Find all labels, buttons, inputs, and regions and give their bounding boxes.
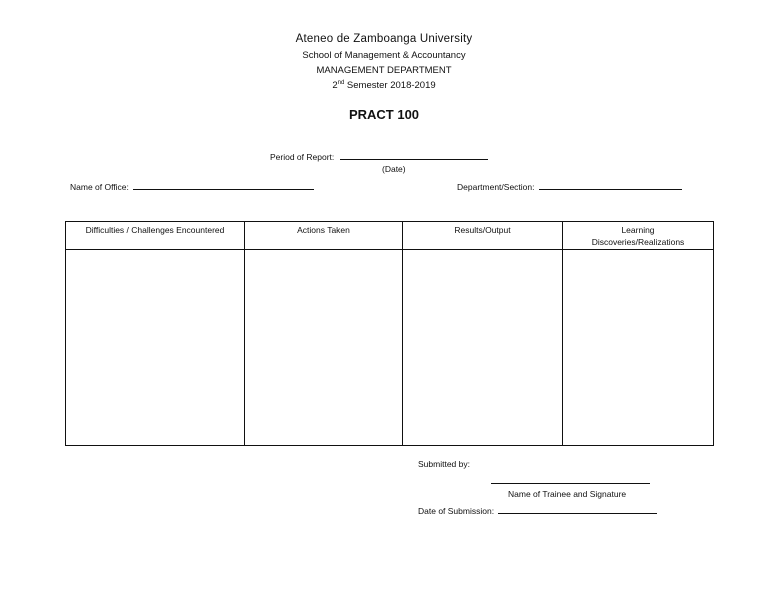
name-of-office-row	[70, 180, 314, 192]
date-of-submission-row	[418, 504, 657, 516]
university-name: Ateneo de Zamboanga University	[295, 33, 473, 45]
cell-learning[interactable]	[563, 250, 714, 446]
cell-difficulties[interactable]	[66, 250, 245, 446]
cell-actions[interactable]	[245, 250, 403, 446]
date-caption: (Date)	[382, 164, 406, 174]
period-of-report-row	[270, 150, 488, 162]
submitted-by-label: Submitted by:	[418, 459, 470, 469]
trainee-name-caption: Name of Trainee and Signature	[508, 489, 627, 499]
semester-ordinal: nd	[337, 79, 345, 86]
department-section-label: Department/Section:	[457, 182, 535, 192]
department-section-blank[interactable]	[539, 180, 682, 190]
column-header-actions: Actions Taken	[245, 222, 403, 250]
table-header-row	[66, 222, 714, 250]
department-name: MANAGEMENT DEPARTMENT	[316, 65, 452, 76]
name-of-office-label: Name of Office:	[70, 182, 129, 192]
cell-results[interactable]	[403, 250, 563, 446]
semester-number: 2	[332, 80, 338, 91]
date-of-submission-blank[interactable]	[498, 504, 657, 514]
form-title: PRACT 100	[348, 107, 420, 122]
column-header-learning: Learning Discoveries/Realizations	[563, 222, 714, 250]
semester-line	[0, 80, 768, 91]
column-header-results: Results/Output	[403, 222, 563, 250]
semester-text: Semester 2018-2019	[344, 80, 436, 91]
department-section-row	[457, 180, 682, 192]
signature-blank[interactable]	[491, 483, 650, 484]
school-name: School of Management & Accountancy	[302, 50, 466, 61]
period-of-report-label: Period of Report:	[270, 152, 335, 162]
period-of-report-blank[interactable]	[340, 150, 488, 160]
name-of-office-blank[interactable]	[133, 180, 314, 190]
column-header-difficulties: Difficulties / Challenges Encountered	[66, 222, 245, 250]
report-table	[65, 221, 714, 446]
table-row	[66, 250, 714, 446]
date-of-submission-label: Date of Submission:	[418, 506, 495, 516]
